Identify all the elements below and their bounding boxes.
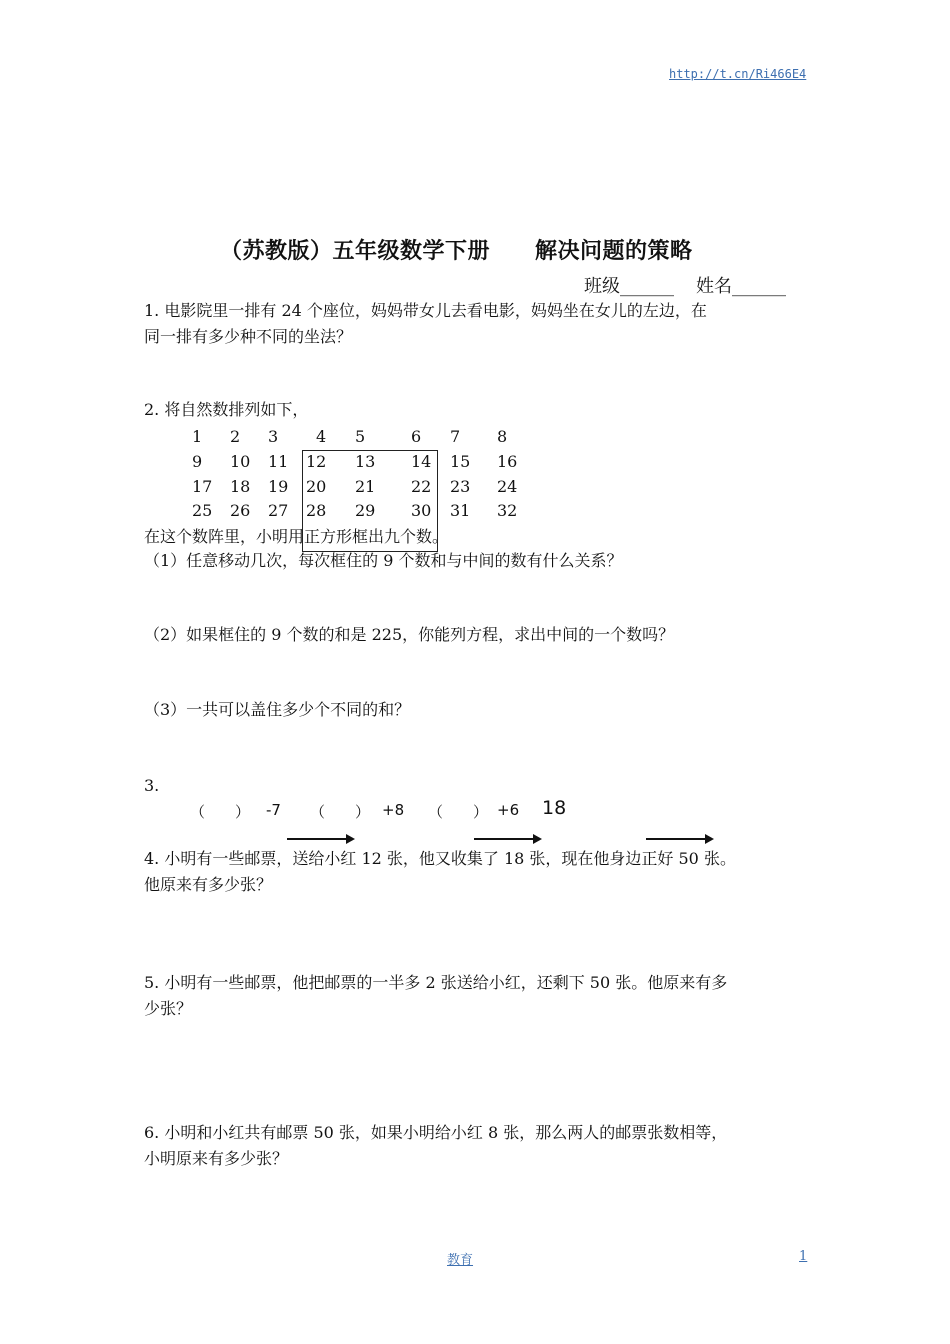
q2-intro: 2. 将自然数排列如下， (144, 400, 309, 419)
q1-line1: 1. 电影院里一排有 24 个座位，妈妈带女儿去看电影，妈妈坐在女儿的左边，在 (144, 301, 707, 320)
grid-cell: 23 (450, 477, 471, 496)
blank-box: （ ） (310, 803, 371, 821)
grid-cell: 7 (450, 427, 461, 446)
q5-line1: 5. 小明有一些邮票，他把邮票的一半多 2 张送给小红，还剩下 50 张。他原来有多 (144, 973, 728, 992)
arrow-icon (474, 838, 540, 840)
grid-cell: 13 (355, 452, 376, 471)
grid-cell: 5 (355, 427, 366, 446)
grid-cell: 1 (192, 427, 203, 446)
grid-cell: 29 (355, 501, 376, 520)
grid-cell: 25 (192, 501, 213, 520)
grid-cell: 30 (411, 501, 432, 520)
grid-cell: 19 (268, 477, 289, 496)
q5-line2: 少张？ (144, 999, 193, 1018)
operation-label: +8 (382, 801, 405, 819)
grid-cell: 22 (411, 477, 432, 496)
grid-cell: 31 (450, 501, 471, 520)
grid-cell: 6 (411, 427, 422, 446)
grid-cell: 24 (497, 477, 518, 496)
grid-cell: 12 (306, 452, 327, 471)
q3-label: 3. (144, 776, 160, 795)
arrow-icon (287, 838, 353, 840)
blank-box: （ ） (190, 803, 251, 821)
name-field: 姓名______ (696, 276, 786, 297)
grid-cell: 14 (411, 452, 432, 471)
footer-link[interactable]: 教育 (447, 1253, 474, 1268)
grid-cell: 16 (497, 452, 518, 471)
grid-cell: 11 (268, 452, 289, 471)
chain-result: 18 (542, 797, 567, 819)
grid-cell: 28 (306, 501, 327, 520)
grid-cell: 9 (192, 452, 203, 471)
q4-line1: 4. 小明有一些邮票，送给小红 12 张，他又收集了 18 张，现在他身边正好 50 张。 (144, 849, 736, 868)
grid-cell: 2 (230, 427, 241, 446)
q6-line2: 小明原来有多少张？ (144, 1149, 289, 1168)
q1-line2: 同一排有多少种不同的坐法？ (144, 327, 353, 346)
grid-cell: 8 (497, 427, 508, 446)
grid-cell: 18 (230, 477, 251, 496)
grid-cell: 10 (230, 452, 251, 471)
operation-label: +6 (497, 801, 520, 819)
page-title: （苏教版）五年级数学下册 解决问题的策略 (220, 239, 693, 264)
header-link[interactable]: http://t.cn/Ri466E4 (669, 67, 807, 81)
q2-sub1: （1）任意移动几次，每次框住的 9 个数和与中间的数有什么关系？ (144, 551, 623, 570)
grid-cell: 27 (268, 501, 289, 520)
q6-line1: 6. 小明和小红共有邮票 50 张，如果小明给小红 8 张，那么两人的邮票张数相等， (144, 1123, 728, 1142)
q2-sub2: （2）如果框住的 9 个数的和是 225，你能列方程，求出中间的一个数吗？ (144, 625, 675, 644)
grid-cell: 3 (268, 427, 279, 446)
grid-cell: 15 (450, 452, 471, 471)
blank-box: （ ） (428, 803, 489, 821)
grid-cell: 32 (497, 501, 518, 520)
class-field: 班级______ (584, 276, 674, 297)
grid-cell: 4 (316, 427, 327, 446)
q4-line2: 他原来有多少张？ (144, 875, 273, 894)
page-number[interactable]: 1 (799, 1249, 808, 1264)
arrow-icon (646, 838, 712, 840)
q2-sub3: （3）一共可以盖住多少个不同的和？ (144, 700, 411, 719)
grid-cell: 21 (355, 477, 376, 496)
grid-cell: 26 (230, 501, 251, 520)
grid-cell: 17 (192, 477, 213, 496)
operation-label: -7 (266, 801, 281, 819)
grid-cell: 20 (306, 477, 327, 496)
q2-description: 在这个数阵里，小明用正方形框出九个数。 (144, 527, 449, 546)
